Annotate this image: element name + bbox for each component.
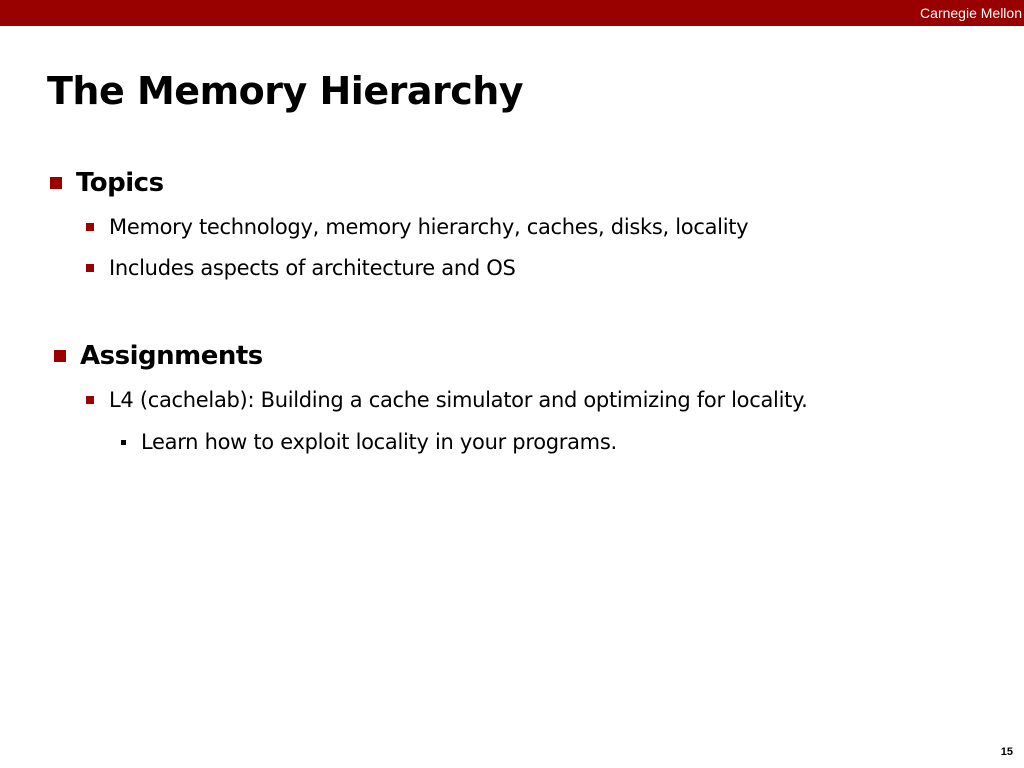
sub-list-item (121, 428, 617, 456)
page-number: 15 (1000, 746, 1013, 758)
header-bar (0, 0, 1024, 26)
list-item-text: L4 (cachelab): Building a cache simulator and optimizing for locality. (109, 388, 808, 412)
bullet-square-icon (50, 177, 62, 189)
list-item-text: Memory technology, memory hierarchy, caches, disks, locality (109, 215, 749, 239)
sub-list-item-text: Learn how to exploit locality in your programs. (141, 430, 617, 454)
list-item-text: Includes aspects of architecture and OS (109, 256, 516, 280)
section-topics (50, 168, 164, 198)
bullet-square-icon (121, 440, 126, 445)
list-item (86, 213, 748, 241)
list-item (86, 254, 516, 282)
section-assignments (54, 341, 263, 371)
bullet-square-icon (54, 350, 66, 362)
slide-title: The Memory Hierarchy (47, 69, 524, 113)
section-heading: Topics (76, 168, 164, 198)
bullet-square-icon (86, 223, 94, 231)
bullet-square-icon (86, 396, 94, 404)
list-item (86, 386, 808, 414)
section-heading: Assignments (80, 341, 263, 371)
bullet-square-icon (86, 264, 94, 272)
institution-name: Carnegie Mellon (920, 5, 1022, 21)
